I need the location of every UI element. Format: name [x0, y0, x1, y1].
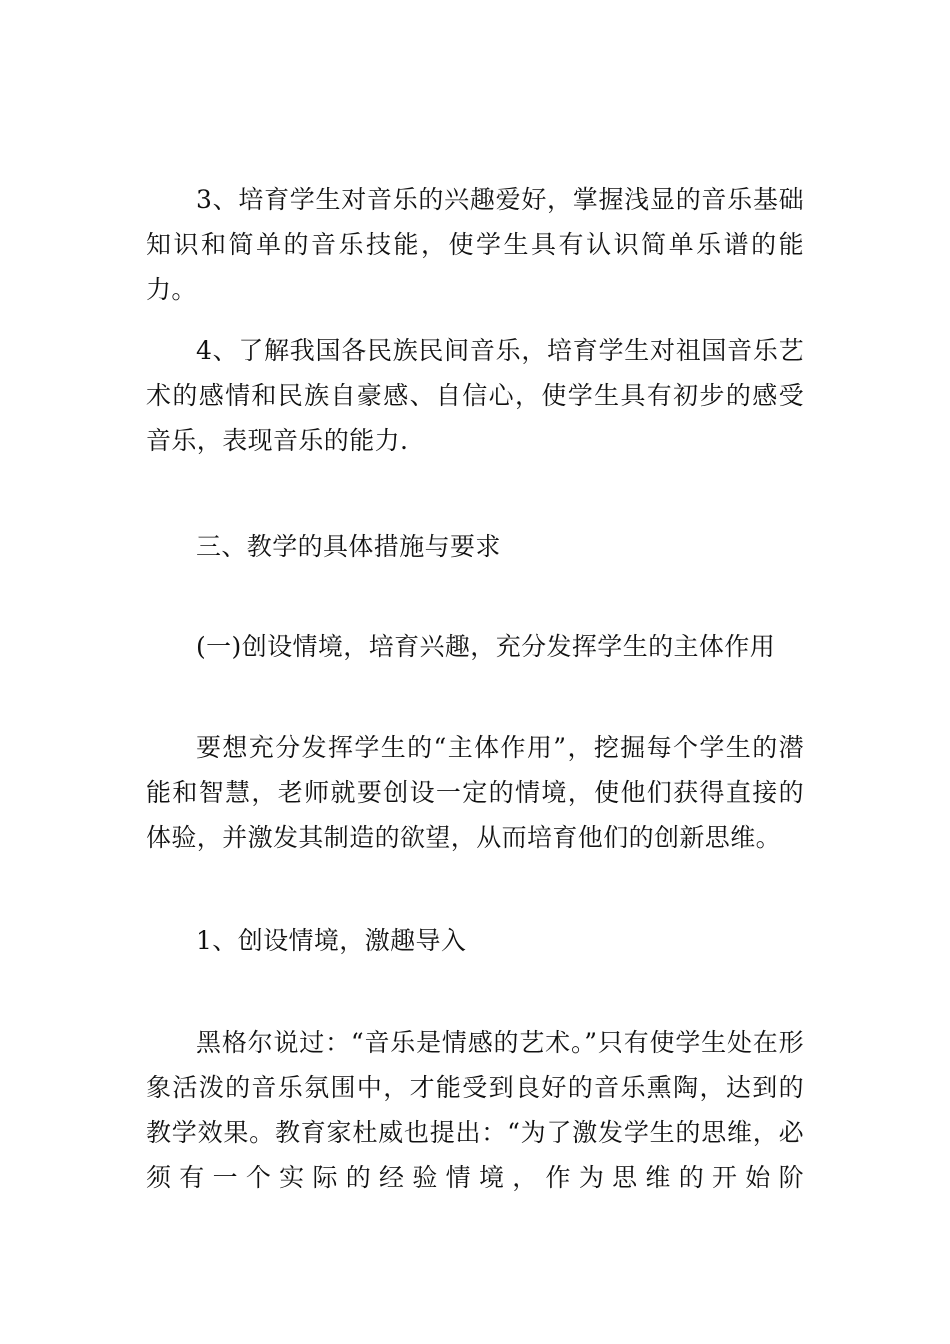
paragraph-hegel-quote: 黑格尔说过：“音乐是情感的艺术。”只有使学生处在形象活泼的音乐氛围中，才能受到良好的音乐熏陶，达到的教学效果。教育家杜威也提出：“为了激发学生的思维，必须有一个实际的经验情境，作为思维的开始阶	[146, 1028, 804, 1192]
item-heading-1: 1、创设情境，激趣导入	[196, 926, 467, 955]
subsection-heading-1: (一)创设情境，培育兴趣，充分发挥学生的主体作用	[196, 632, 776, 661]
paragraph-subject-role: 要想充分发挥学生的“主体作用”，挖掘每个学生的潜能和智慧，老师就要创设一定的情境，使他们获得直接的体验，并激发其制造的欲望，从而培育他们的创新思维。	[146, 733, 804, 852]
paragraph-goal-4: 4、了解我国各民族民间音乐，培育学生对祖国音乐艺术的感情和民族自豪感、自信心，使学生具有初步的感受音乐，表现音乐的能力.	[146, 336, 804, 455]
section-heading-measures: 三、教学的具体措施与要求	[196, 532, 501, 561]
paragraph-goal-3: 3、培育学生对音乐的兴趣爱好，掌握浅显的音乐基础知识和简单的音乐技能，使学生具有认识简单乐谱的能力。	[146, 185, 804, 304]
